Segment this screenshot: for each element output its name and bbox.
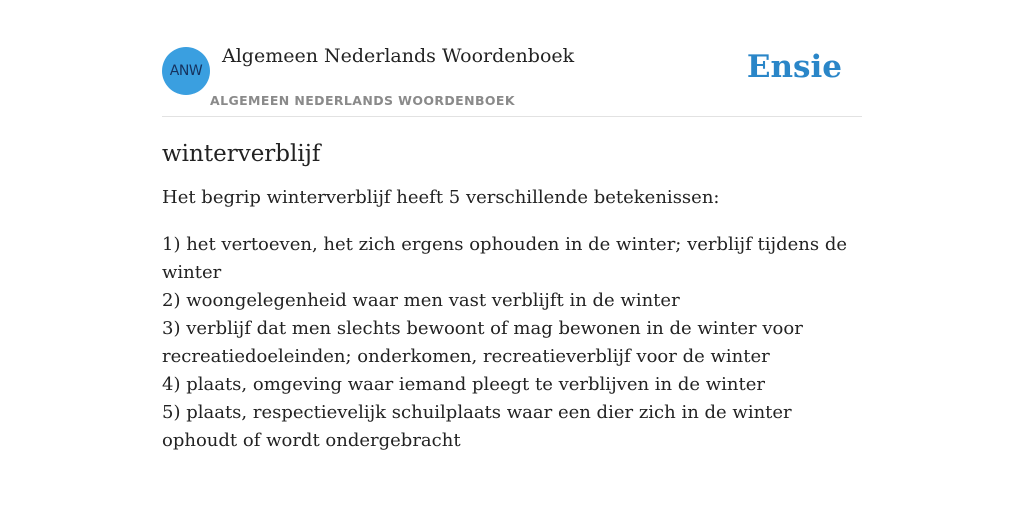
meaning-item: 3) verblijf dat men slechts bewoont of mag bewonen in de winter voor recreatiedoeleinden; onderkomen, recreatieverblijf voor de winter — [162, 318, 803, 367]
meaning-item: 1) het vertoeven, het zich ergens ophouden in de winter; verblijf tijdens de winter — [162, 234, 847, 283]
entry-headword: winterverblijf — [162, 141, 321, 167]
site-header — [162, 0, 862, 117]
source-subtitle: ALGEMEEN NEDERLANDS WOORDENBOEK — [210, 93, 515, 108]
meaning-item: 2) woongelegenheid waar men vast verblijft in de winter — [162, 290, 680, 311]
meaning-item: 5) plaats, respectievelijk schuilplaats waar een dier zich in de winter ophoudt of wordt ondergebracht — [162, 402, 792, 451]
source-title[interactable]: Algemeen Nederlands Woordenboek — [222, 45, 575, 67]
anw-logo[interactable] — [162, 47, 210, 95]
meanings-list — [162, 231, 862, 455]
entry-content — [162, 136, 862, 455]
ensie-brand-logo[interactable]: Ensie — [746, 49, 842, 85]
entry-intro: Het begrip winterverblijf heeft 5 verschillende betekenissen: — [162, 187, 720, 208]
anw-logo-text: ANW — [169, 63, 203, 79]
meaning-item: 4) plaats, omgeving waar iemand pleegt te verblijven in de winter — [162, 374, 765, 395]
